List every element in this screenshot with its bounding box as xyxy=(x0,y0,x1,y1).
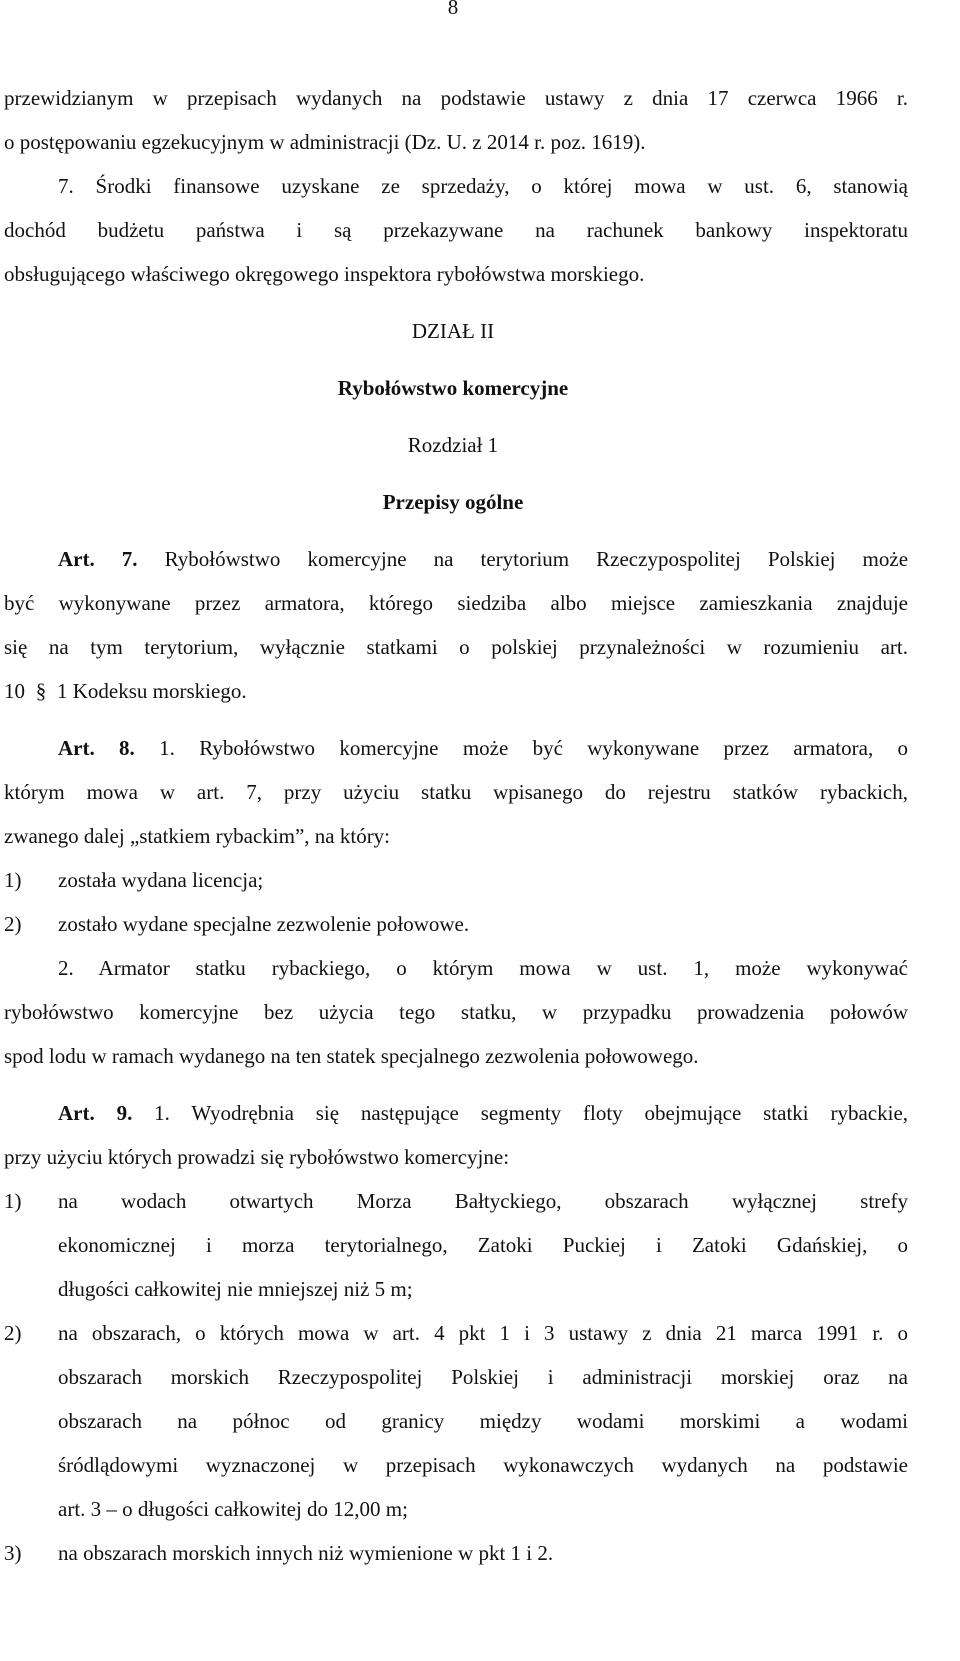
art7-line-2: być wykonywane przez armatora, którego siedziba albo miejsce zamieszkania znajduje xyxy=(4,591,908,615)
art7-line-1 xyxy=(58,546,908,572)
art9-line-1 xyxy=(58,1100,908,1126)
art8-line-2: którym mowa w art. 7, przy użyciu statku wpisanego do rejestru statków rybackich, xyxy=(4,780,908,804)
list-item-number: 1) xyxy=(4,868,22,892)
art8-line-1 xyxy=(58,735,908,761)
art7-label: Art. 7. xyxy=(58,547,138,571)
section-title: Rybołówstwo komercyjne xyxy=(337,376,569,400)
art8-label: Art. 8. xyxy=(58,736,135,760)
chapter-title: Przepisy ogólne xyxy=(382,490,524,514)
art7-line-4 xyxy=(4,678,908,704)
list-item-number: 2) xyxy=(4,912,22,936)
art9-line-2: przy użyciu których prowadzi się rybołówstwo komercyjne: xyxy=(4,1145,510,1169)
para7-line-1: 7. Środki finansowe uzyskane ze sprzedaży, o której mowa w ust. 6, stanowią xyxy=(58,174,908,198)
list-item-text: na wodach otwartych Morza Bałtyckiego, obszarach wyłącznej strefy xyxy=(58,1189,908,1213)
intro-line-1: przewidzianym w przepisach wydanych na podstawie ustawy z dnia 17 czerwca 1966 r. xyxy=(4,86,908,110)
list-item-number: 3) xyxy=(4,1541,22,1565)
art8-line-3: zwanego dalej „statkiem rybackim”, na który: xyxy=(4,824,391,848)
list-item-number: 2) xyxy=(4,1321,22,1345)
list-item-text: obszarach na północ od granicy między wodami morskimi a wodami xyxy=(58,1409,908,1433)
art7-text: Rybołówstwo komercyjne na terytorium Rzeczypospolitej Polskiej może xyxy=(164,547,909,571)
list-item-text: na obszarach, o których mowa w art. 4 pkt 1 i 3 ustawy z dnia 21 marca 1991 r. o xyxy=(58,1321,908,1345)
list-item-text: została wydana licencja; xyxy=(58,868,264,892)
intro-line-2: o postępowaniu egzekucyjnym w administracji (Dz. U. z 2014 r. poz. 1619). xyxy=(4,130,646,154)
art8-ust2-line-2: rybołówstwo komercyjne bez użycia tego statku, w przypadku prowadzenia połowów xyxy=(4,1000,908,1024)
section-sign: § xyxy=(35,679,47,703)
chapter-heading: Rozdział 1 xyxy=(407,433,499,457)
page-number: 8 xyxy=(447,0,459,19)
art8-text: 1. Rybołówstwo komercyjne może być wykonywane przez armatora, o xyxy=(159,736,909,760)
art7-line-3: się na tym terytorium, wyłącznie statkami o polskiej przynależności w rozumieniu art. xyxy=(4,635,908,659)
art7-ref-number: 10 xyxy=(4,679,25,703)
art7-ref-text: 1 Kodeksu morskiego. xyxy=(57,679,247,703)
art8-ust2-line-1: 2. Armator statku rybackiego, o którym mowa w ust. 1, może wykonywać xyxy=(58,956,908,980)
section-heading: DZIAŁ II xyxy=(411,319,495,343)
list-item-text: śródlądowymi wyznaczonej w przepisach wykonawczych wydanych na podstawie xyxy=(58,1453,908,1477)
art8-ust2-line-3: spod lodu w ramach wydanego na ten statek specjalnego zezwolenia połowowego. xyxy=(4,1044,699,1068)
list-item-text: długości całkowitej nie mniejszej niż 5 m; xyxy=(58,1277,413,1301)
list-item-text: zostało wydane specjalne zezwolenie połowowe. xyxy=(58,912,470,936)
para7-line-2: dochód budżetu państwa i są przekazywane na rachunek bankowy inspektoratu xyxy=(4,218,908,242)
art9-text: 1. Wyodrębnia się następujące segmenty floty obejmujące statki rybackie, xyxy=(154,1101,909,1125)
art9-label: Art. 9. xyxy=(58,1101,133,1125)
list-item-text: obszarach morskich Rzeczypospolitej Polskiej i administracji morskiej oraz na xyxy=(58,1365,908,1389)
list-item-text: na obszarach morskich innych niż wymienione w pkt 1 i 2. xyxy=(58,1541,554,1565)
para7-line-3: obsługującego właściwego okręgowego inspektora rybołówstwa morskiego. xyxy=(4,262,645,286)
list-item-text: art. 3 – o długości całkowitej do 12,00 m; xyxy=(58,1497,408,1521)
list-item-text: ekonomicznej i morza terytorialnego, Zatoki Puckiej i Zatoki Gdańskiej, o xyxy=(58,1233,908,1257)
list-item-number: 1) xyxy=(4,1189,22,1213)
